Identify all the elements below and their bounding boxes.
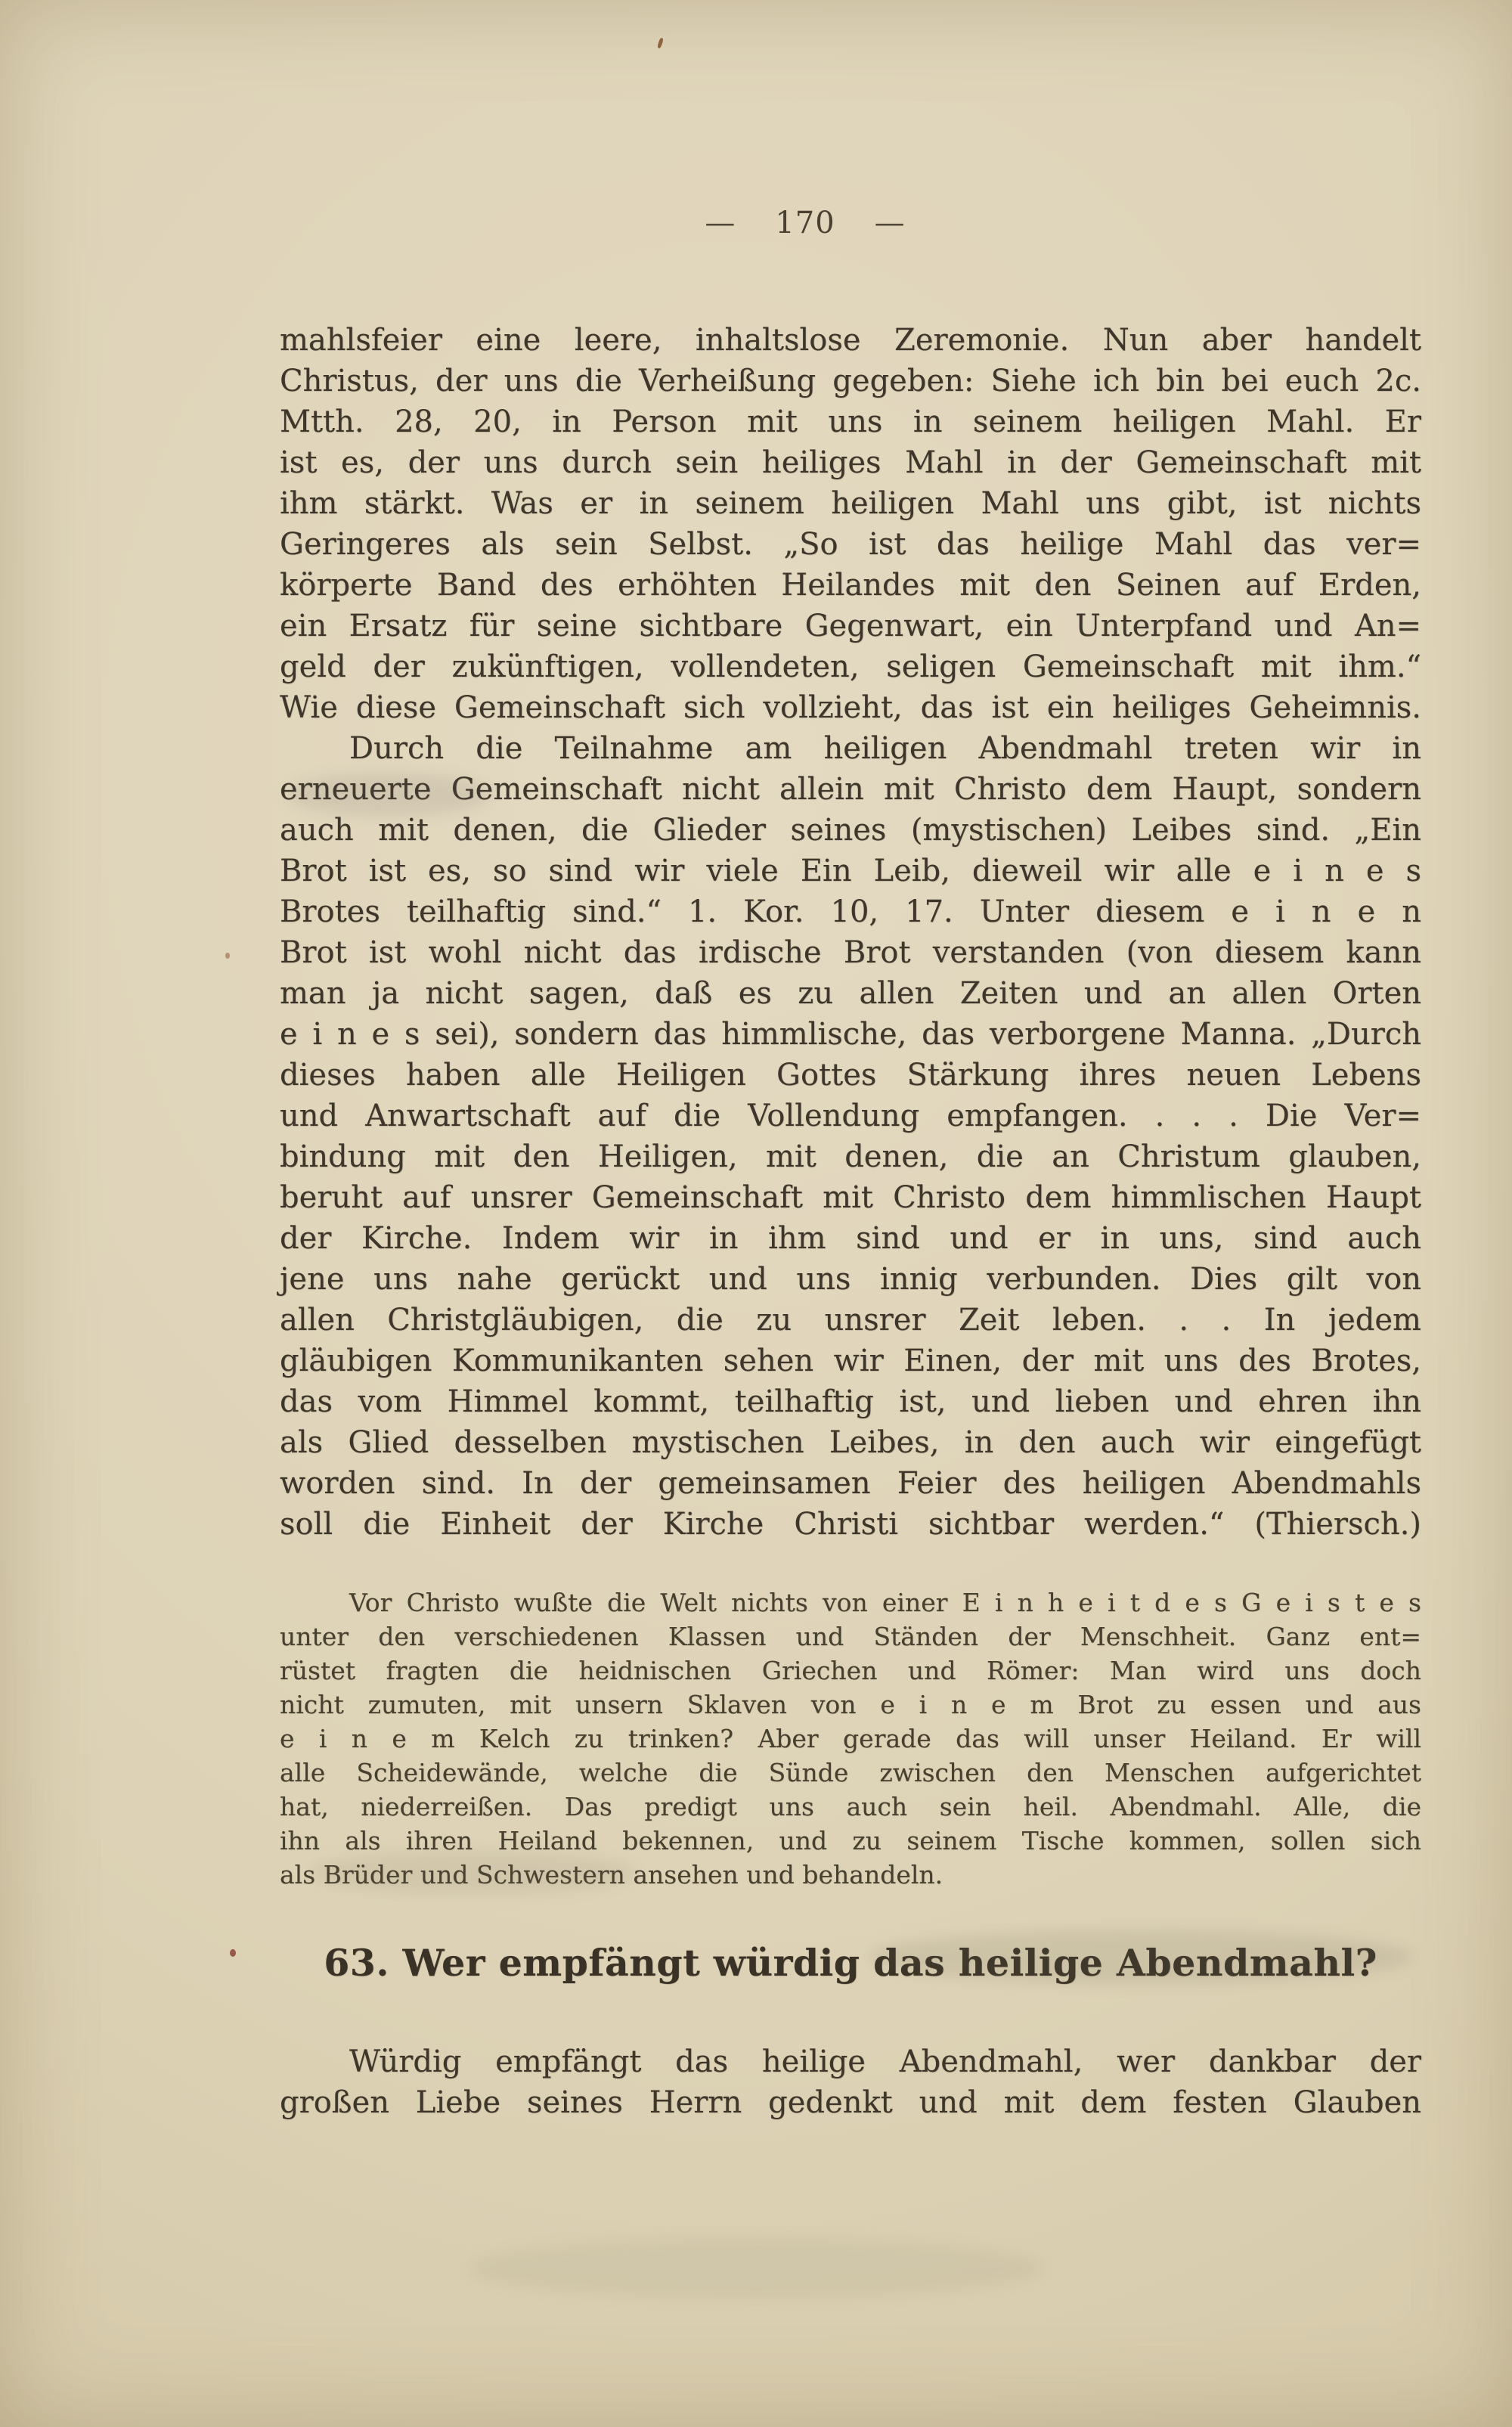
show-through-smudge bbox=[869, 1930, 1414, 1984]
header-dash-left: — bbox=[705, 206, 736, 240]
text-line: geld der zukünftigen, vollendeten, seligen Gemeinschaft mit ihm.“ bbox=[280, 649, 1421, 684]
text-line: nicht zumuten, mit unsern Sklaven von e i n e m Brot zu essen und aus bbox=[280, 1690, 1421, 1719]
text-line: das vom Himmel kommt, teilhaftig ist, und lieben und ehren ihn bbox=[280, 1384, 1421, 1419]
text-line: Wie diese Gemeinschaft sich vollzieht, das ist ein heiliges Geheimnis. bbox=[280, 690, 1421, 725]
show-through-smudge bbox=[469, 2238, 1043, 2298]
text-line: ist es, der uns durch sein heiliges Mahl in der Gemeinschaft mit bbox=[280, 445, 1421, 480]
paper-fleck bbox=[657, 38, 664, 49]
text-line: man ja nicht sagen, daß es zu allen Zeiten und an allen Orten bbox=[280, 976, 1421, 1011]
text-line: Brot ist wohl nicht das irdische Brot verstanden (von diesem kann bbox=[280, 935, 1421, 970]
heading-line: 63. Wer empfängt würdig das heilige Abendmahl? bbox=[324, 1941, 1377, 1985]
text-line: ihm stärkt. Was er in seinem heiligen Mahl uns gibt, ist nichts bbox=[280, 486, 1421, 521]
text-line: hat, niederreißen. Das predigt uns auch sein heil. Abendmahl. Alle, die bbox=[280, 1792, 1421, 1821]
text-line: Würdig empfängt das heilige Abendmahl, wer dankbar der bbox=[349, 2044, 1421, 2079]
paragraph bbox=[280, 728, 1421, 1545]
page-header bbox=[98, 206, 1512, 240]
paragraph bbox=[280, 320, 1421, 728]
text-line: alle Scheidewände, welche die Sünde zwischen den Menschen aufgerichtet bbox=[280, 1758, 1421, 1787]
text-line: auch mit denen, die Glieder seines (mystischen) Leibes sind. „Ein bbox=[280, 813, 1421, 848]
text-line: jene uns nahe gerückt und uns innig verbunden. Dies gilt von bbox=[280, 1262, 1421, 1297]
text-line: Geringeres als sein Selbst. „So ist das heilige Mahl das ver= bbox=[280, 527, 1421, 562]
text-line: großen Liebe seines Herrn gedenkt und mit dem festen Glauben bbox=[280, 2085, 1421, 2120]
text-line: Durch die Teilnahme am heiligen Abendmahl treten wir in bbox=[349, 731, 1421, 766]
text-line: Brot ist es, so sind wir viele Ein Leib, dieweil wir alle e i n e s bbox=[280, 854, 1421, 888]
paragraph bbox=[280, 2041, 1421, 2123]
text-line: der Kirche. Indem wir in ihm sind und er in uns, sind auch bbox=[280, 1221, 1421, 1256]
show-through-smudge bbox=[310, 1851, 635, 1895]
text-line: Brotes teilhaftig sind.“ 1. Kor. 10, 17. Unter diesem e i n e n bbox=[280, 894, 1421, 929]
page-number: 170 bbox=[775, 206, 835, 240]
text-line: ihn als ihren Heiland bekennen, und zu seinem Tische kommen, sollen sich bbox=[280, 1826, 1421, 1855]
text-line: ein Ersatz für seine sichtbare Gegenwart, ein Unterpfand und An= bbox=[280, 609, 1421, 643]
text-line: gläubigen Kommunikanten sehen wir Einen, der mit uns des Brotes, bbox=[280, 1344, 1421, 1378]
text-line: rüstet fragten die heidnischen Griechen und Römer: Man wird uns doch bbox=[280, 1656, 1421, 1685]
text-line: Vor Christo wußte die Welt nichts von einer E i n h e i t d e s G e i s t e s bbox=[349, 1588, 1421, 1617]
show-through-smudge bbox=[287, 773, 491, 817]
text-line: soll die Einheit der Kirche Christi sichtbar werden.“ (Thiersch.) bbox=[280, 1507, 1421, 1542]
text-line: mahlsfeier eine leere, inhaltslose Zeremonie. Nun aber handelt bbox=[280, 323, 1421, 358]
text-line: körperte Band des erhöhten Heilandes mit den Seinen auf Erden, bbox=[280, 568, 1421, 603]
text-line: allen Christgläubigen, die zu unsrer Zeit leben. . . In jedem bbox=[280, 1303, 1421, 1337]
text-line: beruht auf unsrer Gemeinschaft mit Christo dem himmlischen Haupt bbox=[280, 1180, 1421, 1215]
text-line: bindung mit den Heiligen, mit denen, die an Christum glauben, bbox=[280, 1139, 1421, 1174]
paragraph bbox=[280, 1585, 1421, 1892]
header-dash-right: — bbox=[874, 206, 906, 240]
ink-speck bbox=[230, 1949, 236, 1957]
text-line: dieses haben alle Heiligen Gottes Stärkung ihres neuen Lebens bbox=[280, 1058, 1421, 1093]
text-line: als Brüder und Schwestern ansehen und behandeln. bbox=[280, 1860, 943, 1889]
text-line: unter den verschiedenen Klassen und Ständen der Menschheit. Ganz ent= bbox=[280, 1622, 1421, 1651]
ink-speck bbox=[225, 953, 230, 959]
text-line: und Anwartschaft auf die Vollendung empfangen. . . . Die Ver= bbox=[280, 1099, 1421, 1133]
text-line: als Glied desselben mystischen Leibes, in den auch wir eingefügt bbox=[280, 1425, 1421, 1460]
text-line: Christus, der uns die Verheißung gegeben: Siehe ich bin bei euch 2c. bbox=[280, 364, 1421, 398]
text-line: worden sind. In der gemeinsamen Feier des heiligen Abendmahls bbox=[280, 1466, 1421, 1501]
text-line: erneuerte Gemeinschaft nicht allein mit Christo dem Haupt, sondern bbox=[280, 772, 1421, 807]
text-line: e i n e m Kelch zu trinken? Aber gerade das will unser Heiland. Er will bbox=[280, 1724, 1421, 1753]
text-line: Mtth. 28, 20, in Person mit uns in seinem heiligen Mahl. Er bbox=[280, 404, 1421, 439]
text-line: e i n e s sei), sondern das himmlische, das verborgene Manna. „Durch bbox=[280, 1017, 1421, 1052]
